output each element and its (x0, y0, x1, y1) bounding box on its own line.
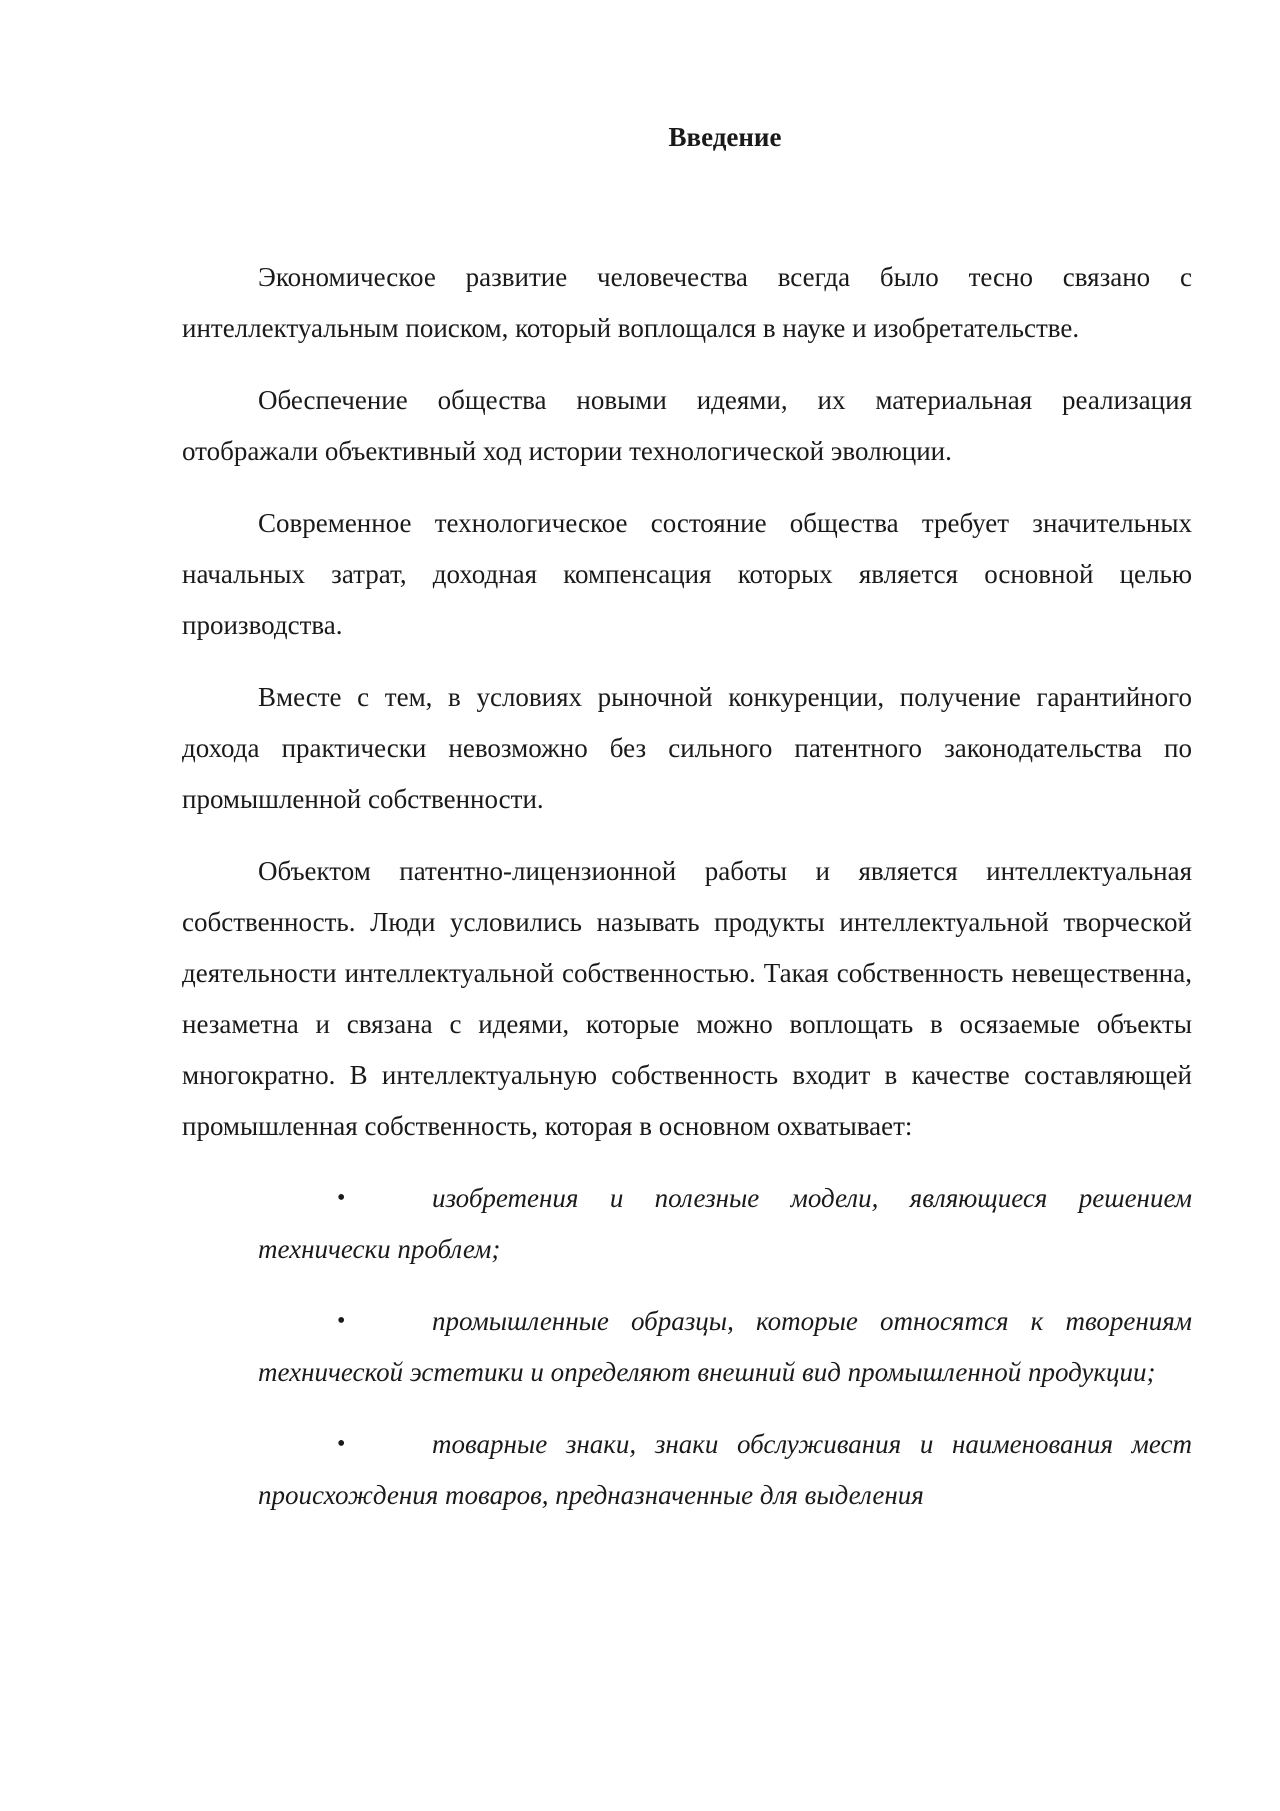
list-item-text: изобретения и полезные модели, являющиеся решением технически проблем; (258, 1183, 1192, 1264)
bullet-icon: • (337, 1308, 346, 1334)
paragraph-3: Современное технологическое состояние общества требует значительных начальных затрат, доходная компенсация которых является основной целью производства. (182, 508, 1192, 640)
page-title: Введение (668, 122, 782, 152)
list-item (258, 1419, 1192, 1521)
list-item-text: промышленные образцы, которые относятся к творениям технической эстетики и определяют внешний вид промышленной продукции; (258, 1306, 1192, 1387)
property-list (258, 1173, 1192, 1521)
bullet-icon: • (337, 1431, 346, 1457)
paragraph-5: Объектом патентно-лицензионной работы и является интеллектуальная собственность. Люди условились называть продукты интеллектуальной творческой деятельности интеллектуальной собственностью. Такая собственность невещественна, незаметна и связана с идеями, которые можно воплощать в осязаемые объекты многократно. В интеллектуальную собственность входит в качестве составляющей промышленная собственность, которая в основном охватывает: (182, 856, 1192, 1141)
list-item (258, 1296, 1192, 1398)
list-item (258, 1173, 1192, 1275)
bullet-icon: • (337, 1185, 346, 1211)
list-item-text: товарные знаки, знаки обслуживания и наименования мест происхождения товаров, предназначенные для выделения (258, 1429, 1192, 1510)
paragraph-2: Обеспечение общества новыми идеями, их материальная реализация отображали объективный ход истории технологической эволюции. (182, 385, 1192, 466)
paragraph-1: Экономическое развитие человечества всегда было тесно связано с интеллектуальным поиском, который воплощался в науке и изобретательстве. (182, 262, 1192, 343)
paragraph-4: Вместе с тем, в условиях рыночной конкуренции, получение гарантийного дохода практически невозможно без сильного патентного законодательства по промышленной собственности. (182, 682, 1192, 814)
document-body (182, 252, 1192, 1542)
